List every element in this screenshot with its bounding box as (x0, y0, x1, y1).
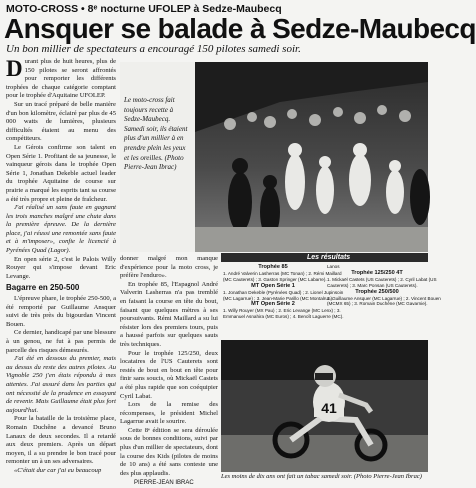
headline: Ansquer se balade à Sedze-Maubecq (4, 13, 476, 44)
results-header: Les résultats (221, 253, 428, 262)
quote: J'ai réalisé un sans faute en gagnant les trois manches malgré une chute dans la première épreuve. De la dernière place, j'ai réussi une remontée sans faute et à m'imposer», confie le licencié à Pyrénées Quad (Lagor). (6, 204, 116, 255)
result-line: 1. Mickaël Castets (US Cauterets) ; 2. Cyril Labat (US (327, 276, 437, 282)
photo-caption: Le moto-cross fait toujours recette à Sedze-Maubecq. Samedi soir, ils étaient plus d'un millier à en prendre plein les yeux et les oreilles. (Photo Pierre-Jean Ibrac) (124, 96, 188, 172)
paragraph: donner malgré mon manque d'expérience pour la moto cross, je préfère l'enduro». (120, 255, 218, 280)
paragraph: Lors de la remise des récompenses, le président Michel Lagarrue avait le sourire. (120, 401, 218, 426)
paragraph: En open série 2, c'est le Palois Willy Rouyer qui s'impose devant Eric Levange. (6, 255, 116, 280)
kicker: MOTO-CROSS • 8ᵉ nocturne UFOLEP à Sedze-Maubecq (6, 3, 282, 15)
article-column-1 (6, 58, 116, 488)
paragraph: Pour le trophée 125/250, deux locataires de l'US Cauterets sont restés de bout en bout en tête pour finir sans soucis, où Mickaël Castets a été plus rapide que son coéquipier Cyril Labat. (120, 349, 218, 400)
dropcap: D (6, 56, 23, 81)
results-box (221, 253, 441, 338)
result-line: 1. Willy Rouyer (MX Pau) ; 2. Eric Levange (MC Lenx) ; 3. (223, 308, 341, 314)
subhead: Un bon millier de spectateurs a encouragé 150 pilotes samedi soir. (6, 43, 301, 55)
result-line: 1. Jonathan Dekeble (Pyrénées Quad) ; 2. Lionel Jupinsoin (223, 289, 344, 295)
paragraph: Le Gérois confirme son talent en Open Série 1. Profitant de sa jeunesse, le vainqueur gérois dans le trophée Open Série 1, Jonathan Dekeble actuel leader du trophée Aquitaine de course sur prairie a marqué les esprits tant sa course a été très propre et pleine de fraîcheur. (6, 143, 116, 203)
trophy-title: Trophée 250/500 (355, 288, 399, 295)
article-column-2 (120, 255, 218, 483)
paragraph: Cette 8ᵉ édition se sera déroulée sous de bonnes conditions, suivi par plus d'un millier de spectateurs, dont la course des Kids (pilotes de moins de 10 ans) a été sans conteste une des plus applaudis. (120, 426, 218, 477)
paragraph: L'épreuve phare, le trophée 250-500, a été remporté par Guillaume Ansquer suivi de très près du bigourdan Vincent Bouen. (6, 295, 116, 328)
photo-caption: Les moins de dix ans ont fait un tabac samedi soir. (Photo Pierre-Jean Ibrac) (221, 473, 422, 480)
author-signature: PIERRE-JEAN IBRAC (134, 480, 194, 486)
kids-race-photo (221, 340, 428, 472)
paragraph: Sur un tracé préparé de belle manière d'un bon kilomètre, éclairé par plus de 45 000 watts de lumières, plusieurs difficultés étaient au menu des compétiteurs. (6, 100, 116, 143)
paragraph: Pour la bataille de la troisième place, Romain Duchêne a devancé Bruno Lanaux de deux secondes. Il a retardé aux deux premiers. Après un départ moyen, il a su prendre le bon tracé pour remonter un à un ses adversaires. (6, 415, 116, 466)
quote: «C'était dur car j'ai eu beaucoup (14, 466, 102, 474)
result-line: (MC Cauterets) ; 3. Gaston Springer (MC Labarre). (223, 276, 327, 282)
trophy-title: MT Open Série 2 (251, 301, 295, 308)
trophy-title: MT Open Série 1 (251, 282, 295, 289)
trophy-title: Trophée 125/250 4T (351, 269, 403, 276)
result-line: 1. André Valverin Lasherras (MC Tonan) ; 2. Rémi Maillard (223, 270, 342, 276)
paragraph: En trophée 85, l'Espagnol André Valverin Lasherras n'a pas tremblé en faisant la course en tête du bout, faisant que quelques mètres à ses poursuivants. Rémi Maillard a su lui résister lors des premiers tours, puis a haussé parfois sur quelques sauts très techniques. (120, 280, 218, 348)
result-line: 1. Guillaume Ansquer (MC Lagarrue) ; 2. Vincent Bouen (327, 295, 441, 301)
results-column-right (327, 264, 441, 307)
result-line: (MCMX 65) ; 3. Romain Duchêne (MC Gavarnie). (327, 301, 428, 307)
paragraph: Ce dernier, handicapé par une blessure à un genou, ne fut à pas permis de parcelle des risques démesurés. (6, 329, 116, 354)
result-line: Lanos (327, 264, 340, 269)
quote: J'ai été en dessous du premier, mais au dessus du reste des autres pilotes. Au Vignoble 250 j'en étais répondu à mes attentes. J'ai assuré dans les parties qui ont nécessité de la prudence en essayant de revenir. Mais Guillaume était plus fort aujourd'hui. (6, 355, 116, 414)
result-line: (MC Lagarrue) ; 3. Jean-Marie Parillo (MC Montalrun). (223, 295, 334, 301)
race-number: 41 (321, 400, 337, 416)
result-line: Emmanuel Asnahira (MC Euros) ; 4. Benoît Laguerre (MC). (223, 314, 344, 320)
paragraph: urant plus de huit heures, plus de 150 pilotes se seront affrontés pour remporter les différents trophées de chaque catégorie comptant pour le trophée d'Aquitaine UFOLEP. (6, 58, 116, 100)
section-heading: Bagarre en 250-500 (6, 283, 80, 293)
trophy-title: Trophée 85 (258, 264, 288, 270)
result-line: Cauterets) ; 3. Marc Ponsan (US Cauterets). (327, 282, 418, 288)
